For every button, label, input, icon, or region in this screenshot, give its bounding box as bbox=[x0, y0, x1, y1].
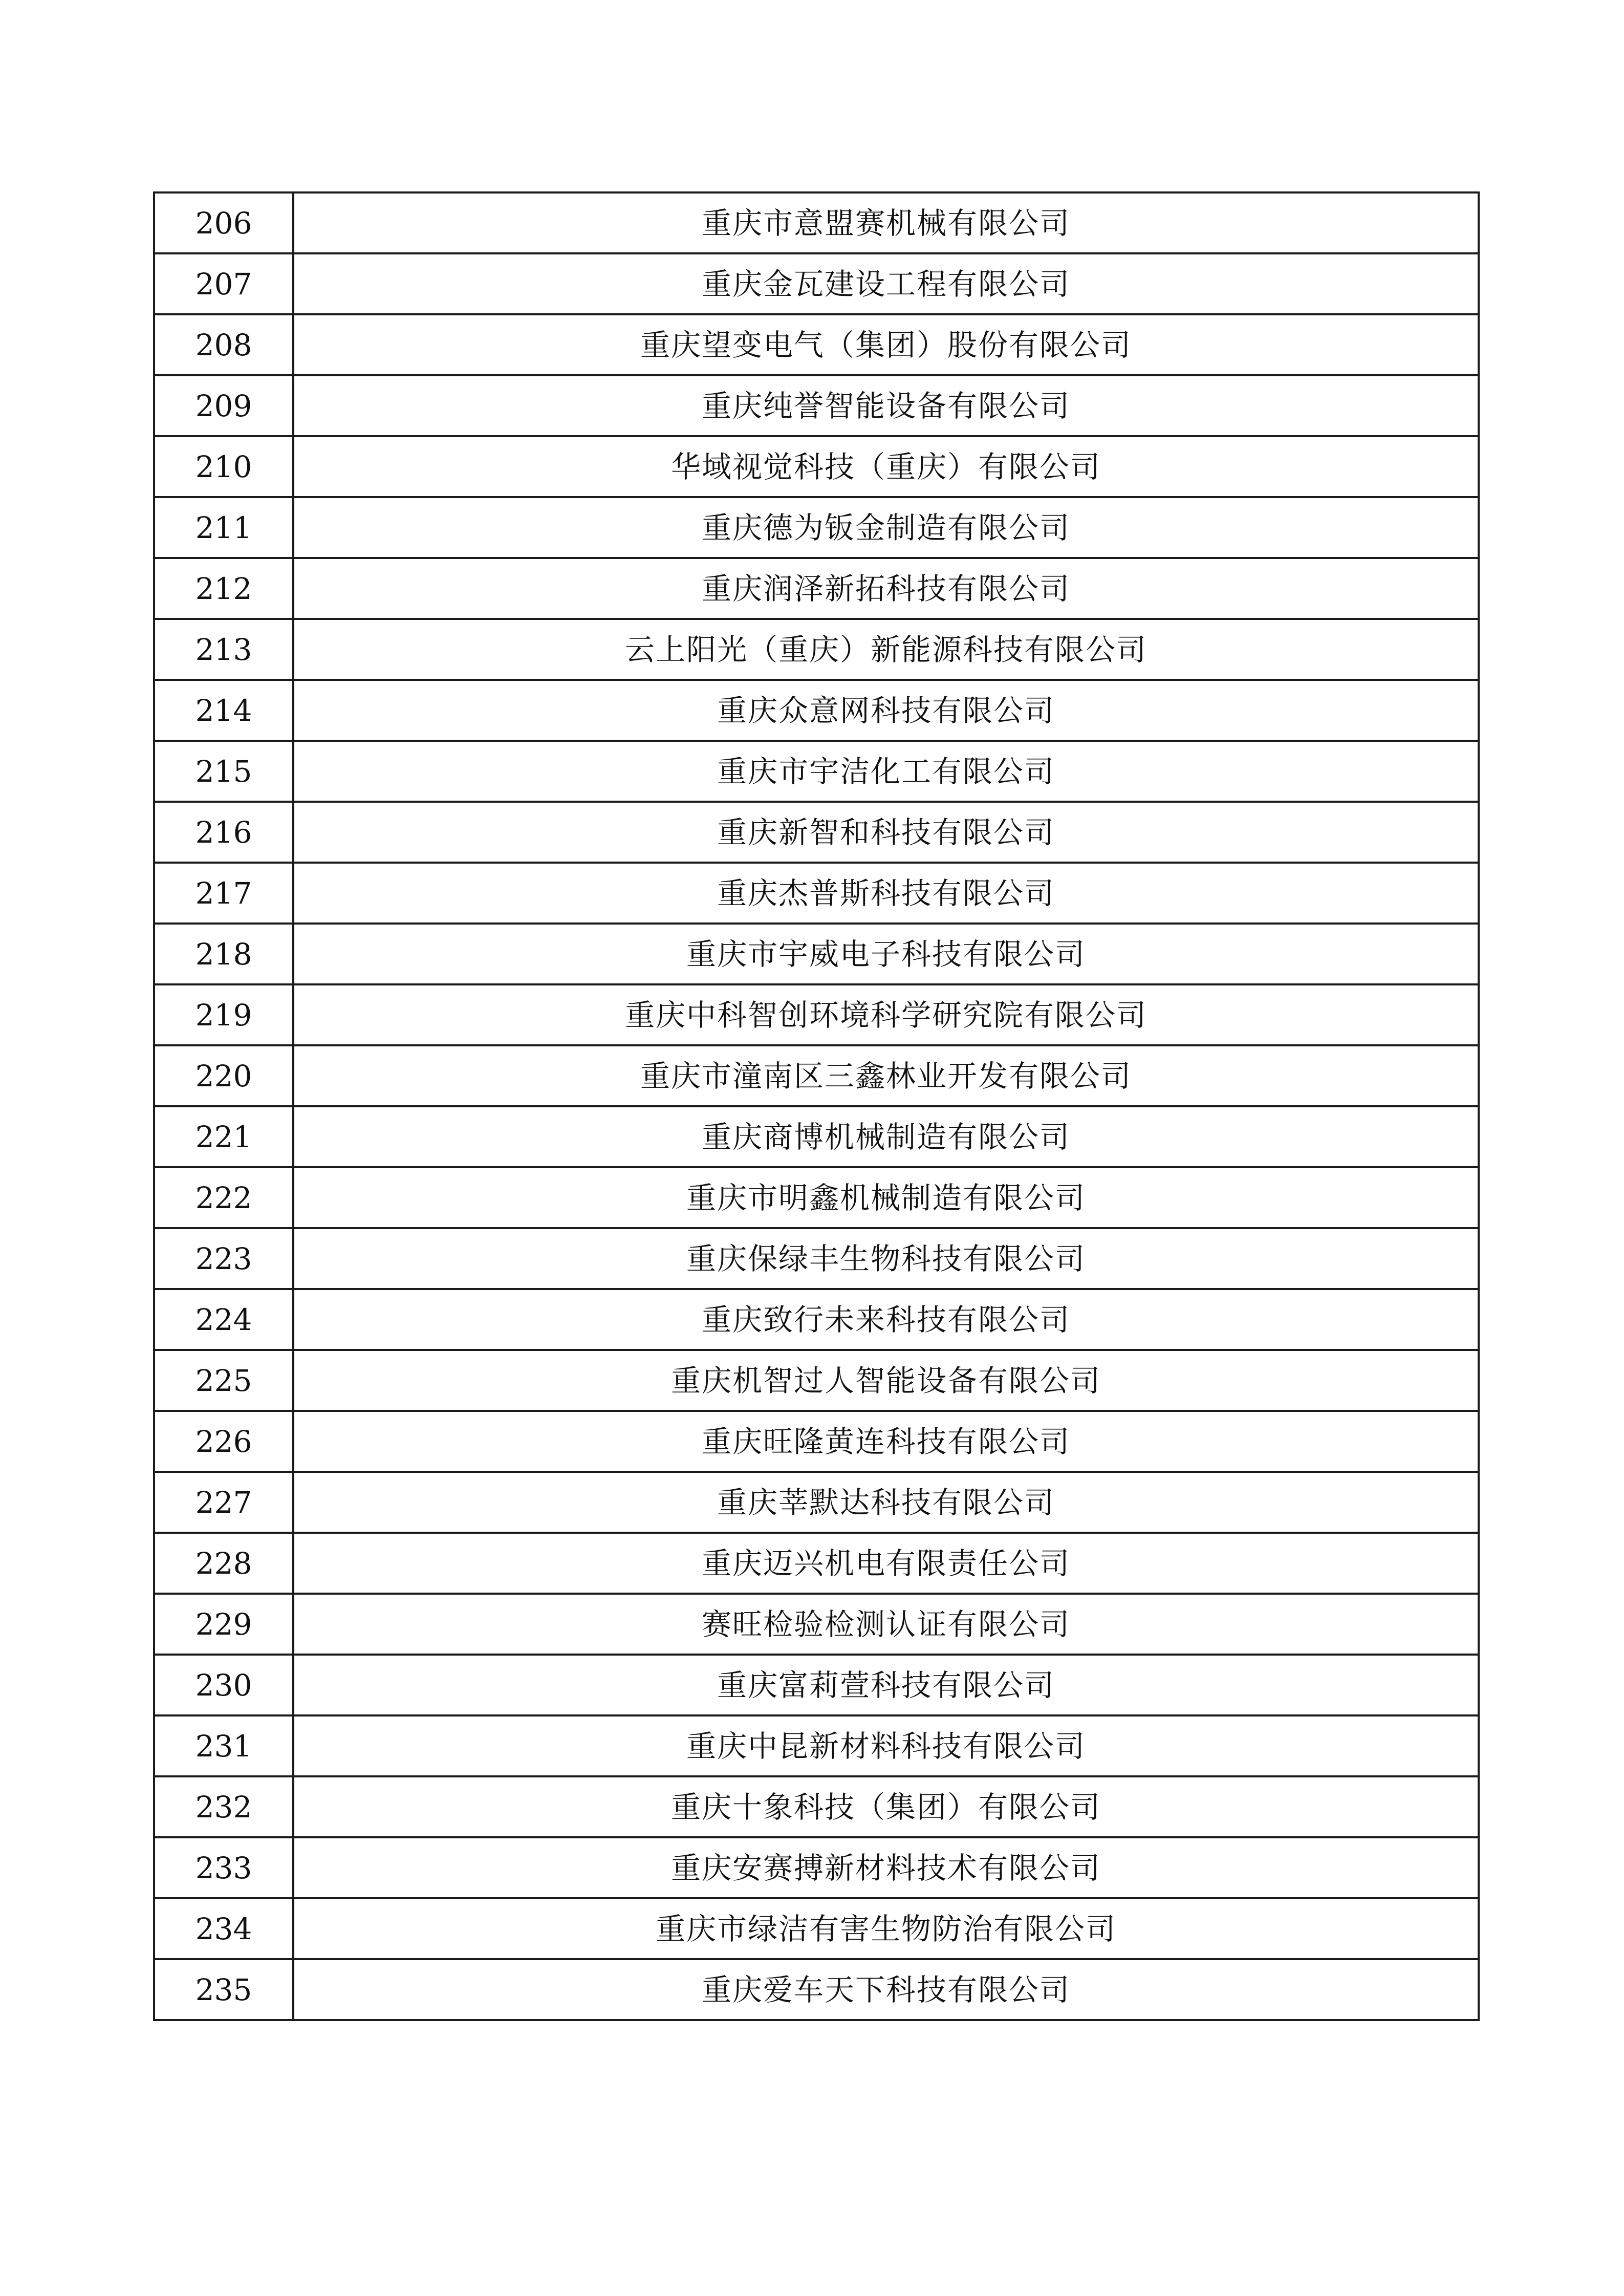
row-number: 233 bbox=[154, 1837, 293, 1898]
table-row bbox=[154, 1837, 1479, 1898]
table-row bbox=[154, 1959, 1479, 2020]
company-name: 重庆富莉萱科技有限公司 bbox=[293, 1655, 1479, 1715]
company-name: 重庆旺隆黄连科技有限公司 bbox=[293, 1411, 1479, 1472]
row-number: 221 bbox=[154, 1106, 293, 1167]
row-number: 230 bbox=[154, 1655, 293, 1715]
company-name: 重庆莘默达科技有限公司 bbox=[293, 1472, 1479, 1533]
company-name: 重庆市宇威电子科技有限公司 bbox=[293, 924, 1479, 984]
row-number: 226 bbox=[154, 1411, 293, 1472]
table-row bbox=[154, 314, 1479, 375]
company-name: 重庆市明鑫机械制造有限公司 bbox=[293, 1167, 1479, 1228]
table-row bbox=[154, 1045, 1479, 1106]
row-number: 235 bbox=[154, 1959, 293, 2020]
table-row bbox=[154, 741, 1479, 802]
row-number: 212 bbox=[154, 558, 293, 619]
row-number: 213 bbox=[154, 619, 293, 680]
company-name: 重庆十象科技（集团）有限公司 bbox=[293, 1776, 1479, 1837]
row-number: 227 bbox=[154, 1472, 293, 1533]
table-row bbox=[154, 1411, 1479, 1472]
table-row bbox=[154, 1106, 1479, 1167]
company-list-body bbox=[154, 192, 1479, 2020]
row-number: 216 bbox=[154, 802, 293, 863]
row-number: 208 bbox=[154, 314, 293, 375]
table-row bbox=[154, 1472, 1479, 1533]
company-name: 重庆纯誉智能设备有限公司 bbox=[293, 375, 1479, 436]
row-number: 209 bbox=[154, 375, 293, 436]
row-number: 219 bbox=[154, 984, 293, 1045]
table-row bbox=[154, 1715, 1479, 1776]
table-row bbox=[154, 863, 1479, 924]
company-name: 重庆保绿丰生物科技有限公司 bbox=[293, 1228, 1479, 1289]
table-row bbox=[154, 253, 1479, 314]
company-name: 赛旺检验检测认证有限公司 bbox=[293, 1594, 1479, 1655]
company-name: 重庆望变电气（集团）股份有限公司 bbox=[293, 314, 1479, 375]
table-row bbox=[154, 802, 1479, 863]
company-name: 重庆新智和科技有限公司 bbox=[293, 802, 1479, 863]
company-name: 重庆市绿洁有害生物防治有限公司 bbox=[293, 1898, 1479, 1959]
company-name: 重庆众意网科技有限公司 bbox=[293, 680, 1479, 741]
company-name: 重庆润泽新拓科技有限公司 bbox=[293, 558, 1479, 619]
table-row bbox=[154, 1594, 1479, 1655]
company-name: 重庆爱车天下科技有限公司 bbox=[293, 1959, 1479, 2020]
company-name: 重庆中科智创环境科学研究院有限公司 bbox=[293, 984, 1479, 1045]
company-name: 云上阳光（重庆）新能源科技有限公司 bbox=[293, 619, 1479, 680]
company-name: 重庆机智过人智能设备有限公司 bbox=[293, 1350, 1479, 1411]
table-row bbox=[154, 192, 1479, 253]
table-row bbox=[154, 984, 1479, 1045]
table-row bbox=[154, 1167, 1479, 1228]
row-number: 215 bbox=[154, 741, 293, 802]
row-number: 224 bbox=[154, 1289, 293, 1350]
company-name: 重庆商博机械制造有限公司 bbox=[293, 1106, 1479, 1167]
table-row bbox=[154, 680, 1479, 741]
table-row bbox=[154, 1655, 1479, 1715]
row-number: 211 bbox=[154, 497, 293, 558]
row-number: 222 bbox=[154, 1167, 293, 1228]
company-name: 华域视觉科技（重庆）有限公司 bbox=[293, 436, 1479, 497]
company-name: 重庆德为钣金制造有限公司 bbox=[293, 497, 1479, 558]
company-name: 重庆安赛搏新材料技术有限公司 bbox=[293, 1837, 1479, 1898]
row-number: 206 bbox=[154, 192, 293, 253]
company-name: 重庆市意盟赛机械有限公司 bbox=[293, 192, 1479, 253]
row-number: 217 bbox=[154, 863, 293, 924]
company-list-table bbox=[153, 191, 1480, 2021]
row-number: 214 bbox=[154, 680, 293, 741]
table-row bbox=[154, 375, 1479, 436]
table-row bbox=[154, 1350, 1479, 1411]
company-name: 重庆金瓦建设工程有限公司 bbox=[293, 253, 1479, 314]
company-name: 重庆市潼南区三鑫林业开发有限公司 bbox=[293, 1045, 1479, 1106]
row-number: 218 bbox=[154, 924, 293, 984]
company-name: 重庆市宇洁化工有限公司 bbox=[293, 741, 1479, 802]
company-name: 重庆中昆新材料科技有限公司 bbox=[293, 1715, 1479, 1776]
table-row bbox=[154, 1776, 1479, 1837]
row-number: 231 bbox=[154, 1715, 293, 1776]
row-number: 220 bbox=[154, 1045, 293, 1106]
row-number: 229 bbox=[154, 1594, 293, 1655]
company-name: 重庆致行未来科技有限公司 bbox=[293, 1289, 1479, 1350]
row-number: 232 bbox=[154, 1776, 293, 1837]
row-number: 225 bbox=[154, 1350, 293, 1411]
table-row bbox=[154, 1533, 1479, 1594]
table-row bbox=[154, 497, 1479, 558]
table-row bbox=[154, 924, 1479, 984]
company-name: 重庆杰普斯科技有限公司 bbox=[293, 863, 1479, 924]
table-row bbox=[154, 619, 1479, 680]
table-row bbox=[154, 558, 1479, 619]
table-row bbox=[154, 1289, 1479, 1350]
row-number: 210 bbox=[154, 436, 293, 497]
row-number: 223 bbox=[154, 1228, 293, 1289]
table-row bbox=[154, 436, 1479, 497]
row-number: 207 bbox=[154, 253, 293, 314]
row-number: 228 bbox=[154, 1533, 293, 1594]
table-row bbox=[154, 1228, 1479, 1289]
table-row bbox=[154, 1898, 1479, 1959]
row-number: 234 bbox=[154, 1898, 293, 1959]
company-name: 重庆迈兴机电有限责任公司 bbox=[293, 1533, 1479, 1594]
